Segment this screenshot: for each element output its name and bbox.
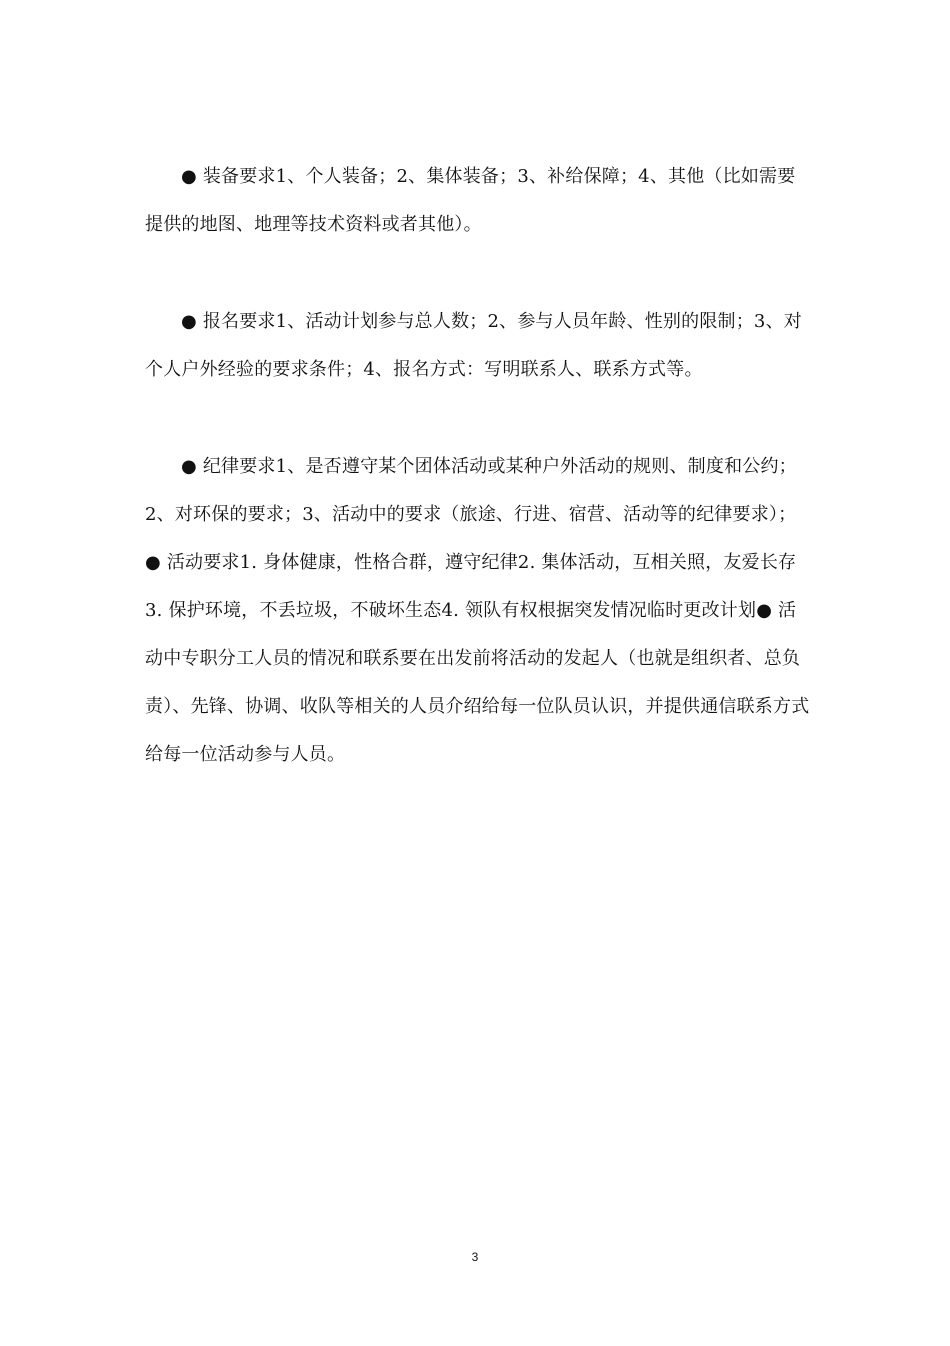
- page-number: 3: [471, 1250, 479, 1264]
- paragraph-discipline-requirements: ● 纪律要求1、是否遵守某个团体活动或某种户外活动的规则、制度和公约；2、对环保的要求；3、活动中的要求（旅途、行进、宿营、活动等的纪律要求）；● 活动要求1. 身体健康，性格合群，遵守纪律2. 集体活动，互相关照，友爱长存3. 保护环境，不丢垃圾，不破坏生态4. 领队有权根据突发情况临时更改计划● 活动中专职分工人员的情况和联系要在出发前将活动的发起人（也就是组织者、总负责）、先锋、协调、收队等相关的人员介绍给每一位队员认识，并提供通信联系方式给每一位活动参与人员。: [145, 456, 810, 765]
- paragraph-equipment-requirements: ● 装备要求1、个人装备；2、集体装备；3、补给保障；4、其他（比如需要提供的地图、地理等技术资料或者其他）。: [145, 166, 796, 235]
- paragraph-registration-requirements: ● 报名要求1、活动计划参与总人数；2、参与人员年龄、性别的限制；3、对个人户外经验的要求条件；4、报名方式：写明联系人、联系方式等。: [145, 311, 802, 380]
